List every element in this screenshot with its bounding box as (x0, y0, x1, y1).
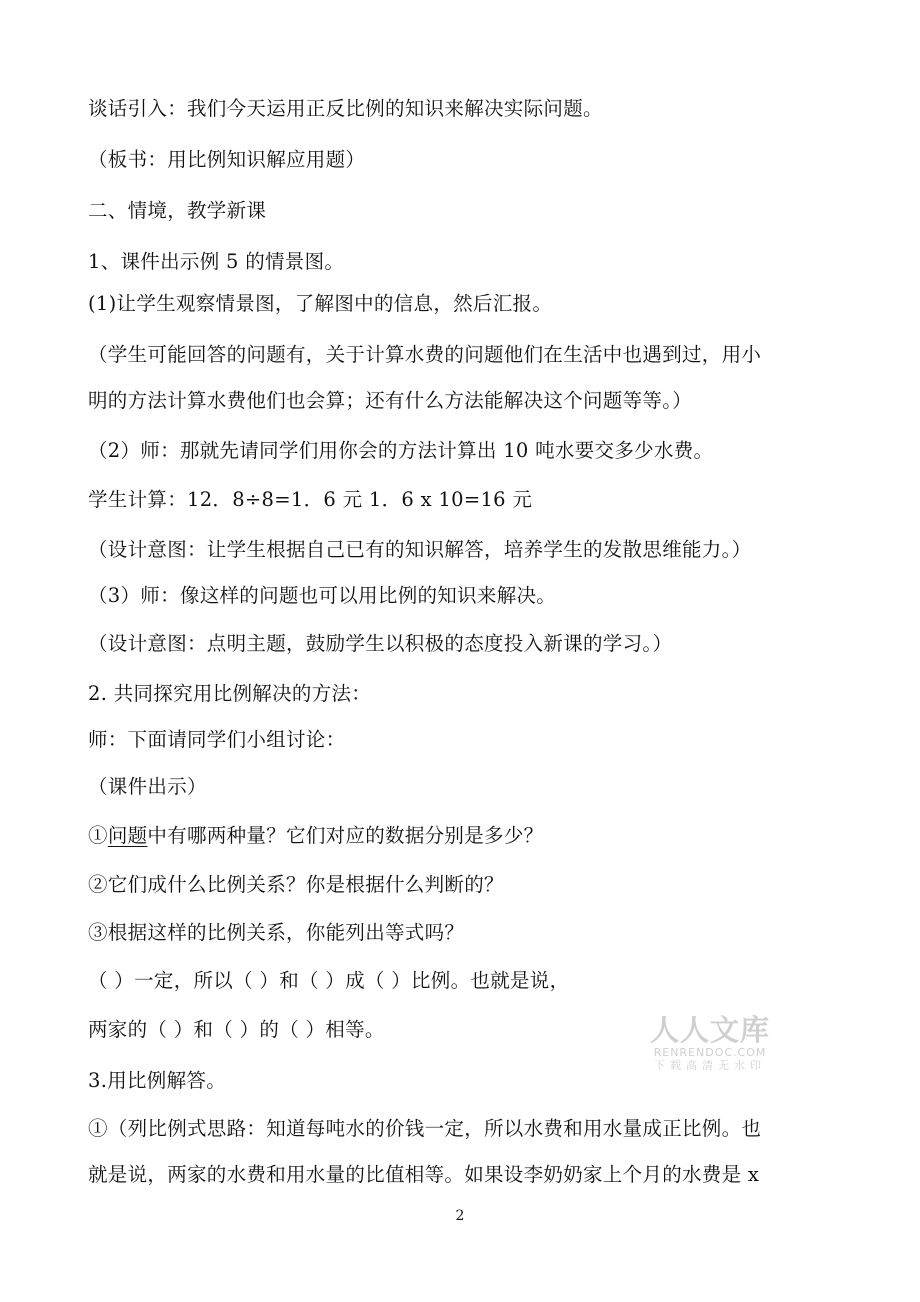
board-note-line: （板书：用比例知识解应用题） (88, 148, 366, 171)
question-2-line: ②它们成什么比例关系？你是根据什么判断的？ (88, 873, 504, 896)
watermark-site: RENRENDOC.COM (653, 1046, 767, 1059)
question-3-line: ③根据这样的比例关系，你能列出等式吗？ (88, 921, 465, 944)
page-number: 2 (455, 1208, 465, 1224)
text-line: 2. 共同探究用比例解决的方法： (88, 682, 372, 705)
section-heading: 二、情境，教学新课 (88, 199, 267, 222)
question-1-prefix: ① (88, 824, 108, 847)
text-line: 明的方法计算水费他们也会算；还有什么方法能解决这个问题等等。） (88, 389, 693, 412)
question-1-rest: 中有哪两种量？它们对应的数据分别是多少？ (147, 824, 544, 847)
fill-in-line: （ ）一定，所以（ ）和（ ）成（ ）比例。也就是说， (88, 969, 570, 992)
text-line: （2）师：那就先请同学们用你会的方法计算出 10 吨水要交多少水费。 (88, 439, 714, 462)
text-line: （课件出示） (88, 775, 207, 798)
design-intent-line: （设计意图：点明主题，鼓励学生以积极的态度投入新课的学习。） (88, 632, 673, 655)
question-1-line (88, 822, 543, 850)
watermark (640, 1014, 780, 1072)
text-line: （3）师：像这样的问题也可以用比例的知识来解决。 (88, 584, 557, 607)
text-line: (1)让学生观察情景图，了解图中的信息，然后汇报。 (88, 292, 553, 315)
watermark-slogan: 下载高清无水印 (654, 1059, 766, 1072)
text-line: 师：下面请同学们小组讨论： (88, 728, 346, 751)
watermark-title: 人人文库 (649, 1013, 770, 1047)
calculation-line: 学生计算：12．8÷8=1．6 元 1．6 x 10=16 元 (88, 488, 533, 511)
text-line: （学生可能回答的问题有，关于计算水费的问题他们在生活中也遇到过，用小 (88, 343, 762, 366)
design-intent-line: （设计意图：让学生根据自己已有的知识解答，培养学生的发散思维能力。） (88, 538, 752, 561)
question-1-underlined: 问题 (107, 824, 148, 847)
section-heading: 3.用比例解答。 (88, 1069, 227, 1092)
fill-in-line: 两家的（ ）和（ ）的（ ）相等。 (88, 1018, 385, 1041)
text-line: 1、课件出示例 5 的情景图。 (88, 250, 345, 273)
text-line: 就是说，两家的水费和用水量的比值相等。如果设李奶奶家上个月的水费是 x (88, 1163, 760, 1186)
intro-line: 谈话引入：我们今天运用正反比例的知识来解决实际问题。 (88, 97, 603, 120)
text-line: ①（列比例式思路：知道每吨水的价钱一定，所以水费和用水量成正比例。也 (88, 1117, 762, 1140)
